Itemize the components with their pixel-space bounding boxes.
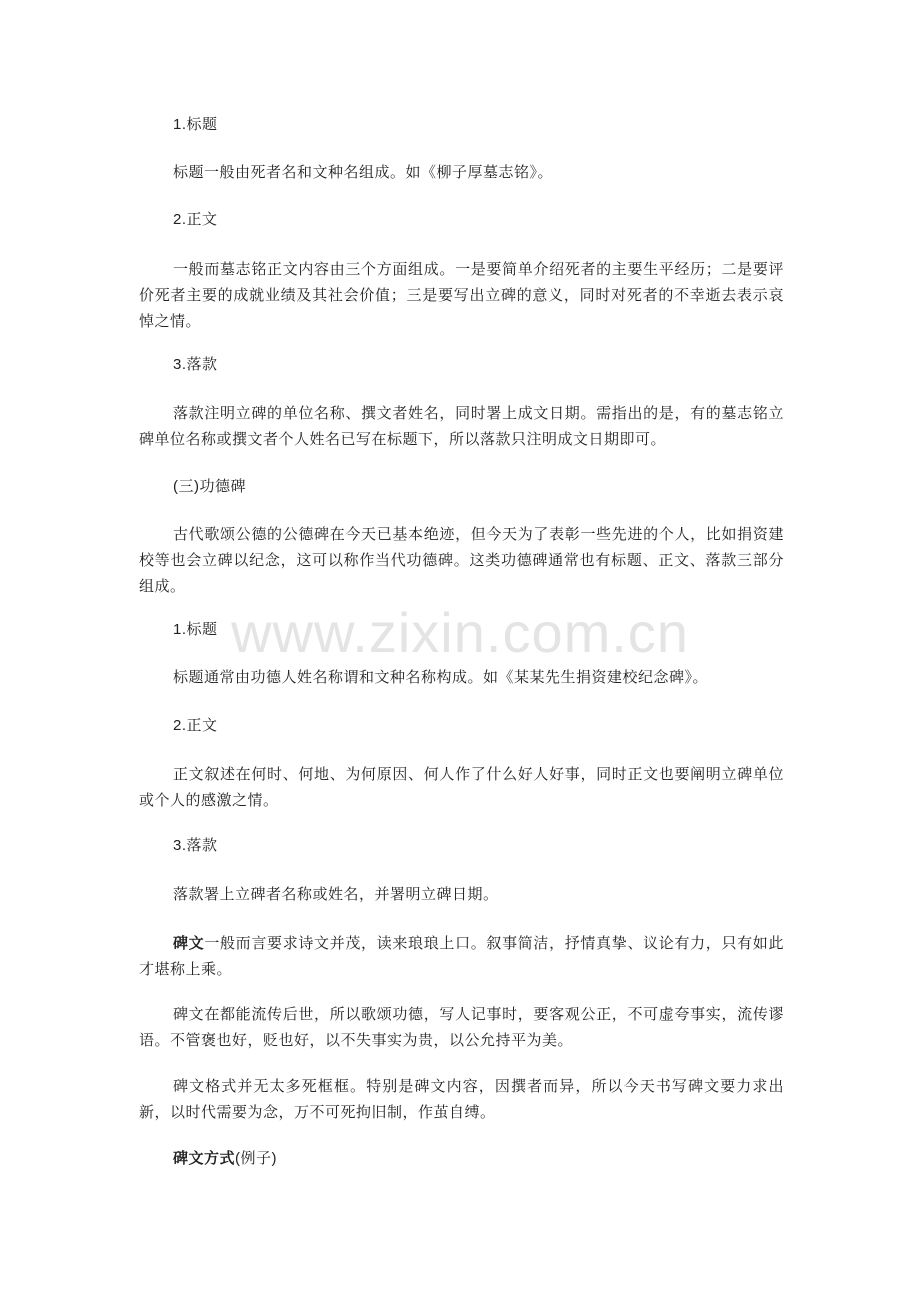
heading-body-2: 2.正文 [173, 717, 218, 734]
paragraph-bold-lead [139, 930, 784, 982]
heading-title-1: 1.标题 [173, 116, 218, 133]
paragraph: 标题通常由功德人姓名称谓和文种名称构成。如《某某先生捐资建校纪念碑》。 [173, 668, 709, 686]
paragraph: 一般而墓志铭正文内容由三个方面组成。一是要简单介绍死者的主要生平经历；二是要评价死者主要的成就业绩及其社会价值；三是要写出立碑的意义，同时对死者的不幸逝去表示哀悼之情。 [139, 260, 784, 330]
heading-title-2: 1.标题 [173, 621, 218, 638]
heading-signature-2: 3.落款 [173, 837, 218, 854]
heading-signature-1: 3.落款 [173, 356, 218, 373]
watermark: www.zixin.com.cn [231, 601, 689, 664]
paragraph: 标题一般由死者名和文种名组成。如《柳子厚墓志铭》。 [173, 163, 554, 181]
paragraph: 碑文格式并无太多死框框。特别是碑文内容，因撰者而异，所以今天书写碑文要力求出新，以时代需要为念，万不可死拘旧制，作茧自缚。 [139, 1077, 784, 1121]
heading-body-1: 2.正文 [173, 211, 218, 228]
bold-lead: 碑文方式 [173, 1149, 236, 1167]
paragraph: 落款注明立碑的单位名称、撰文者姓名，同时署上成文日期。需指出的是，有的墓志铭立碑单位名称或撰文者个人姓名已写在标题下，所以落款只注明成文日期即可。 [139, 404, 784, 448]
bold-lead: 碑文 [173, 934, 205, 952]
paragraph: 碑文在都能流传后世，所以歌颂功德，写人记事时，要客观公正，不可虚夸事实，流传谬语。不管褒也好，贬也好，以不失事实为贵，以公允持平为美。 [139, 1005, 784, 1049]
paragraph-text: (例子) [235, 1150, 278, 1167]
paragraph-example-heading [139, 1145, 784, 1172]
paragraph: 落款署上立碑者名称或姓名，并署明立碑日期。 [173, 885, 499, 903]
heading-section-3: (三)功德碑 [173, 478, 246, 495]
paragraph: 正文叙述在何时、何地、为何原因、何人作了什么好人好事，同时正文也要阐明立碑单位或个人的感激之情。 [139, 765, 784, 809]
paragraph: 古代歌颂公德的公德碑在今天已基本绝迹，但今天为了表彰一些先进的个人，比如捐资建校等也会立碑以纪念，这可以称作当代功德碑。这类功德碑通常也有标题、正文、落款三部分组成。 [139, 525, 784, 595]
paragraph-text: 一般而言要求诗文并茂，读来琅琅上口。叙事简洁，抒情真挚、议论有力，只有如此才堪称上乘。 [139, 934, 784, 978]
